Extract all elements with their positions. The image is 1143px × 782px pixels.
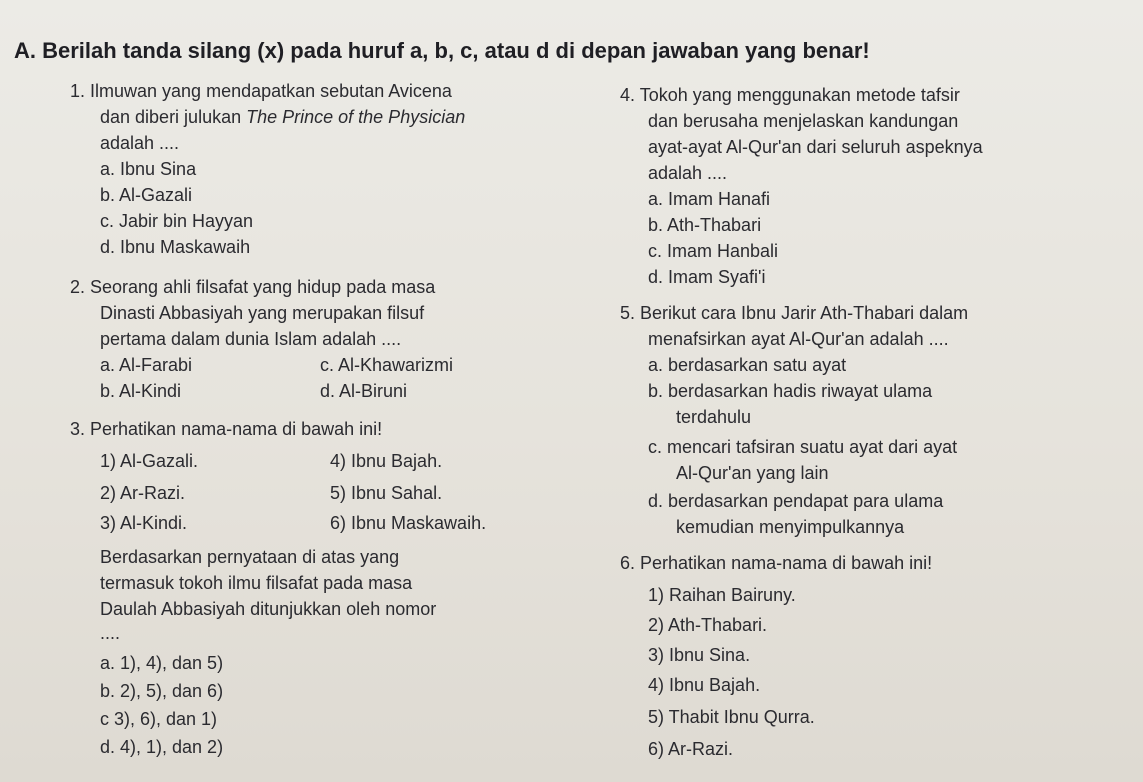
q1-line1: 1. Ilmuwan yang mendapatkan sebutan Avicena [70,81,452,101]
section-heading: A. Berilah tanda silang (x) pada huruf a, b, c, atau d di depan jawaban yang benar! [14,38,870,63]
q3-stmt-3: Daulah Abbasiyah ditunjukkan oleh nomor [100,599,437,619]
q6-name-4: 4) Ibnu Bajah. [648,675,761,695]
q2-option-c[interactable]: c. Al-Khawarizmi [320,355,454,375]
q1-line2-italic: The Prince of the Physician [246,107,466,127]
q4-line1: 4. Tokoh yang menggunakan metode tafsir [620,85,960,105]
q5-option-b-cont: terdahulu [676,407,752,427]
q5-line2: menafsirkan ayat Al-Qur'an adalah .... [648,329,949,349]
q4-option-b[interactable]: b. Ath-Thabari [648,215,762,235]
q1-option-b[interactable]: b. Al-Gazali [100,185,193,205]
q5-option-d-cont: kemudian menyimpulkannya [676,517,905,537]
q2-option-a[interactable]: a. Al-Farabi [100,355,193,375]
q3-stmt-1: Berdasarkan pernyataan di atas yang [100,547,400,567]
q3-option-b[interactable]: b. 2), 5), dan 6) [100,681,224,701]
q5-option-b[interactable]: b. berdasarkan hadis riwayat ulama [648,381,933,401]
q1-line3: adalah .... [100,133,180,153]
q3-name-1: 1) Al-Gazali. [100,451,199,471]
q3-line1: 3. Perhatikan nama-nama di bawah ini! [70,419,383,439]
q6-name-1: 1) Raihan Bairuny. [648,585,796,605]
q5-option-d[interactable]: d. berdasarkan pendapat para ulama [648,491,944,511]
q1-option-a[interactable]: a. Ibnu Sina [100,159,197,179]
q2-line1: 2. Seorang ahli filsafat yang hidup pada masa [70,277,436,297]
q2-line2: Dinasti Abbasiyah yang merupakan filsuf [100,303,425,323]
q2-line3: pertama dalam dunia Islam adalah .... [100,329,402,349]
q3-name-2: 2) Ar-Razi. [100,483,186,503]
q6-name-2: 2) Ath-Thabari. [648,615,768,635]
q3-name-6: 6) Ibnu Maskawaih. [330,513,487,533]
q4-option-d[interactable]: d. Imam Syafi'i [648,267,766,287]
q6-name-6: 6) Ar-Razi. [648,739,734,759]
q1-line2 [100,106,465,128]
q1-option-d[interactable]: d. Ibnu Maskawaih [100,237,251,257]
q4-line2: dan berusaha menjelaskan kandungan [648,111,959,131]
q4-line4: adalah .... [648,163,728,183]
q3-name-3: 3) Al-Kindi. [100,513,188,533]
q4-option-a[interactable]: a. Imam Hanafi [648,189,771,209]
q2-option-d[interactable]: d. Al-Biruni [320,381,408,401]
q2-option-b[interactable]: b. Al-Kindi [100,381,182,401]
q3-stmt-4: .... [100,623,121,643]
q5-option-c-cont: Al-Qur'an yang lain [676,463,829,483]
q3-stmt-2: termasuk tokoh ilmu filsafat pada masa [100,573,413,593]
q5-line1: 5. Berikut cara Ibnu Jarir Ath-Thabari dalam [620,303,969,323]
q1-line2-text: dan diberi julukan [100,107,247,127]
q6-name-3: 3) Ibnu Sina. [648,645,751,665]
q6-name-5: 5) Thabit Ibnu Qurra. [648,707,815,727]
q6-line1: 6. Perhatikan nama-nama di bawah ini! [620,553,933,573]
q3-option-c[interactable]: c 3), 6), dan 1) [100,709,218,729]
q4-line3: ayat-ayat Al-Qur'an dari seluruh aspeknya [648,137,983,157]
q3-option-d[interactable]: d. 4), 1), dan 2) [100,737,224,757]
q1-option-c[interactable]: c. Jabir bin Hayyan [100,211,254,231]
q3-name-4: 4) Ibnu Bajah. [330,451,443,471]
q4-option-c[interactable]: c. Imam Hanbali [648,241,779,261]
q3-name-5: 5) Ibnu Sahal. [330,483,443,503]
q5-option-a[interactable]: a. berdasarkan satu ayat [648,355,847,375]
q3-option-a[interactable]: a. 1), 4), dan 5) [100,653,224,673]
q5-option-c[interactable]: c. mencari tafsiran suatu ayat dari ayat [648,437,958,457]
